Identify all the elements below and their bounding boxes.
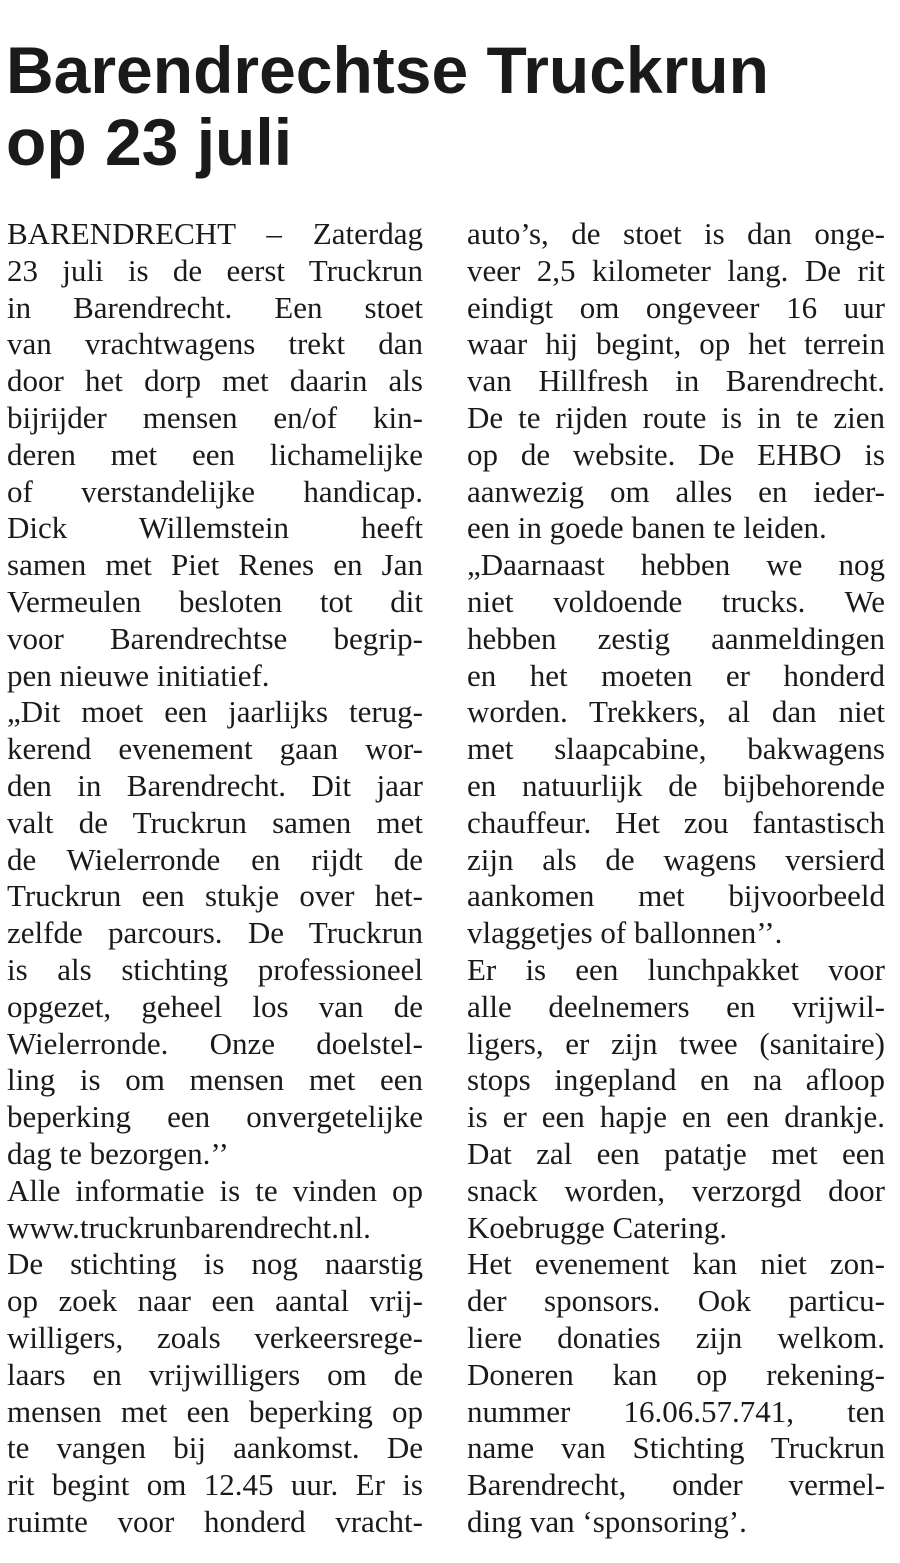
left-column-line: De stichting is nog naarstig bbox=[7, 1246, 423, 1282]
right-column-line: „Daarnaast hebben we nog bbox=[467, 547, 885, 583]
left-column-line: rit begint om 12.45 uur. Er is bbox=[7, 1467, 423, 1503]
left-column-line: pen nieuwe initiatief. bbox=[7, 657, 270, 693]
right-column-line: van Hillfresh in Barendrecht. bbox=[467, 363, 885, 399]
headline-line-1: Barendrechtse Truckrun bbox=[6, 33, 769, 107]
right-column-line: chauffeur. Het zou fantastisch bbox=[467, 804, 885, 840]
right-column-line: worden. Trekkers, al dan niet bbox=[467, 694, 885, 730]
right-column-line: ligers, er zijn twee (sanitaire) bbox=[467, 1025, 885, 1061]
right-column-line: op de website. De EHBO is bbox=[467, 436, 885, 472]
right-column-line: alle deelnemers en vrijwil- bbox=[467, 988, 885, 1024]
left-column-line: Dick Willemstein heeft bbox=[7, 510, 423, 546]
right-column-line: Het evenement kan niet zon- bbox=[467, 1246, 885, 1282]
right-column-line: vlaggetjes of ballonnen’’. bbox=[467, 915, 783, 951]
right-column-line: zijn als de wagens versierd bbox=[467, 841, 885, 877]
left-column-line: beperking een onvergetelijke bbox=[7, 1099, 423, 1135]
right-column-line: ding van ‘sponsoring’. bbox=[467, 1503, 747, 1539]
right-column-line: stops ingepland en na afloop bbox=[467, 1062, 885, 1098]
left-column-line: Wielerronde. Onze doelstel- bbox=[7, 1025, 423, 1061]
left-column-line: kerend evenement gaan wor- bbox=[7, 731, 423, 767]
left-column-line: laars en vrijwilligers om de bbox=[7, 1356, 423, 1392]
left-column-line: de Wielerronde en rijdt de bbox=[7, 841, 423, 877]
left-column-line: Truckrun een stukje over het- bbox=[7, 878, 423, 914]
right-column-line: aanwezig om alles en ieder- bbox=[467, 473, 885, 509]
left-column-line: dag te bezorgen.’’ bbox=[7, 1135, 229, 1171]
right-column-line: auto’s, de stoet is dan onge- bbox=[467, 216, 885, 251]
left-column-line: opgezet, geheel los van de bbox=[7, 988, 423, 1024]
right-column-line: aankomen met bijvoorbeeld bbox=[467, 878, 885, 914]
left-column-line: van vrachtwagens trekt dan bbox=[7, 326, 423, 362]
right-column-line: Doneren kan op rekening- bbox=[467, 1356, 885, 1392]
left-column-line: ling is om mensen met een bbox=[7, 1062, 423, 1098]
right-column-line: is er een hapje en een drankje. bbox=[467, 1099, 885, 1135]
right-column-line: Dat zal een patatje met een bbox=[467, 1135, 885, 1171]
right-column-line: met slaapcabine, bakwagens bbox=[467, 731, 885, 767]
left-column-line: door het dorp met daarin als bbox=[7, 363, 423, 399]
left-column-line: den in Barendrecht. Dit jaar bbox=[7, 767, 423, 803]
right-column-line: name van Stichting Truckrun bbox=[467, 1430, 885, 1466]
right-column-line: Koebrugge Catering. bbox=[467, 1209, 727, 1245]
article-headline bbox=[6, 34, 886, 178]
left-column-line: www.truckrunbarendrecht.nl. bbox=[7, 1209, 371, 1245]
left-column-line: zelfde parcours. De Truckrun bbox=[7, 915, 423, 951]
left-column-line: samen met Piet Renes en Jan bbox=[7, 547, 423, 583]
left-column-line: deren met een lichamelijke bbox=[7, 436, 423, 472]
left-column-line: op zoek naar een aantal vrij- bbox=[7, 1283, 423, 1319]
right-column-line: liere donaties zijn welkom. bbox=[467, 1319, 885, 1355]
right-column-line: en natuurlijk de bijbehorende bbox=[467, 767, 885, 803]
article-column-left bbox=[7, 216, 423, 1541]
right-column-line: hebben zestig aanmeldingen bbox=[467, 620, 885, 656]
left-column-line: valt de Truckrun samen met bbox=[7, 804, 423, 840]
right-column-line: waar hij begint, op het terrein bbox=[467, 326, 885, 362]
left-column-line: of verstandelijke handicap. bbox=[7, 473, 423, 509]
right-column-line: Barendrecht, onder vermel- bbox=[467, 1467, 885, 1503]
left-column-line: Vermeulen besloten tot dit bbox=[7, 583, 423, 619]
left-column-line: te vangen bij aankomst. De bbox=[7, 1430, 423, 1466]
right-column-line: De te rijden route is in te zien bbox=[467, 399, 885, 435]
right-column-line: een in goede banen te leiden. bbox=[467, 510, 827, 546]
left-column-line: 23 juli is de eerst Truckrun bbox=[7, 252, 423, 288]
left-column-line: in Barendrecht. Een stoet bbox=[7, 289, 423, 325]
right-column-line: en het moeten er honderd bbox=[467, 657, 885, 693]
left-column-line: willigers, zoals verkeersrege- bbox=[7, 1319, 423, 1355]
article-column-right bbox=[467, 216, 885, 1541]
left-column-line: bijrijder mensen en/of kin- bbox=[7, 399, 423, 435]
headline-line-2: op 23 juli bbox=[6, 105, 293, 179]
right-column-line: nummer 16.06.57.741, ten bbox=[467, 1393, 885, 1429]
right-column-line: veer 2,5 kilometer lang. De rit bbox=[467, 252, 885, 288]
right-column-line: niet voldoende trucks. We bbox=[467, 583, 885, 619]
right-column-line: eindigt om ongeveer 16 uur bbox=[467, 289, 885, 325]
left-column-line: is als stichting professioneel bbox=[7, 951, 423, 987]
right-column-line: Er is een lunchpakket voor bbox=[467, 951, 885, 987]
left-column-line: ruimte voor honderd vracht- bbox=[7, 1503, 423, 1539]
left-column-line: mensen met een beperking op bbox=[7, 1393, 423, 1429]
left-column-line: voor Barendrechtse begrip- bbox=[7, 620, 423, 656]
left-column-line: BARENDRECHT – Zaterdag bbox=[7, 216, 423, 251]
right-column-line: snack worden, verzorgd door bbox=[467, 1172, 885, 1208]
left-column-line: „Dit moet een jaarlijks terug- bbox=[7, 694, 423, 730]
right-column-line: der sponsors. Ook particu- bbox=[467, 1283, 885, 1319]
left-column-line: Alle informatie is te vinden op bbox=[7, 1172, 423, 1208]
